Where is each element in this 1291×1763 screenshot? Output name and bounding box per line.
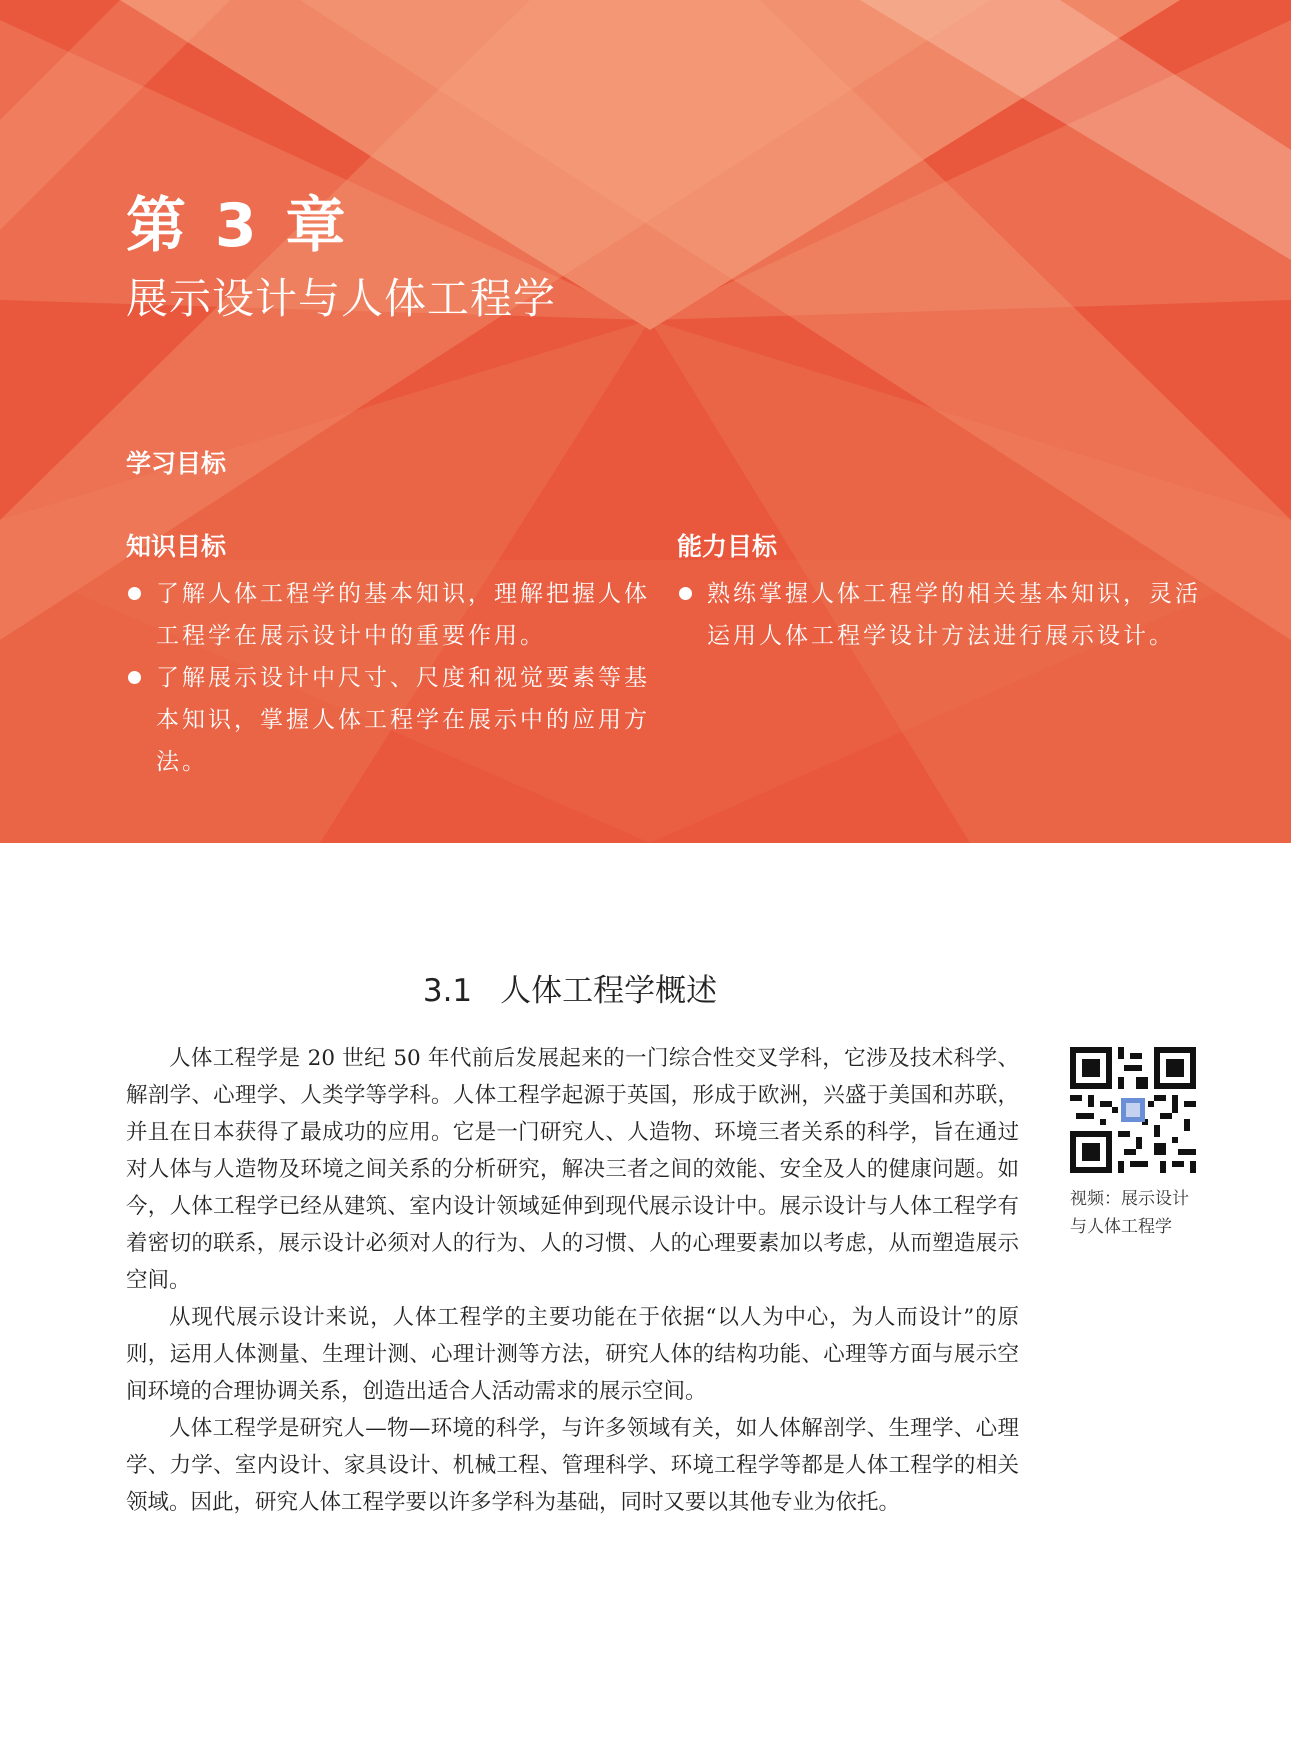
section-body (126, 1040, 1019, 1521)
goal-text: 熟练掌握人体工程学的相关基本知识，灵活运用人体工程学设计方法进行展示设计。 (707, 581, 1201, 649)
section-number: 3.1 (422, 973, 473, 1009)
ability-goals-list (677, 573, 1207, 657)
qr-video-link[interactable] (1070, 1047, 1220, 1241)
bullet-icon (679, 587, 692, 600)
paragraph: 人体工程学是研究人—物—环境的科学，与许多领域有关，如人体解剖学、生理学、心理学、力学、室内设计、家具设计、机械工程、管理科学、环境工程学等都是人体工程学的相关领域。因此，研究人体工程学要以许多学科为基础，同时又要以其他专业为依托。 (126, 1416, 1019, 1515)
qr-caption-line: 视频：展示设计 (1070, 1189, 1189, 1209)
bullet-icon (128, 587, 141, 600)
goal-text: 了解展示设计中尺寸、尺度和视觉要素等基本知识，掌握人体工程学在展示中的应用方法。 (156, 665, 650, 775)
section-heading (0, 965, 1140, 1010)
chapter-banner (0, 0, 1291, 843)
learning-goals-heading: 学习目标 (126, 449, 227, 478)
section-title: 人体工程学概述 (500, 973, 718, 1009)
list-item (677, 573, 1207, 657)
paragraph: 从现代展示设计来说，人体工程学的主要功能在于依据“以人为中心，为人而设计”的原则，运用人体测量、生理计测、心理计测等方法，研究人体的结构功能、心理等方面与展示空间环境的合理协调关系，创造出适合人活动需求的展示空间。 (126, 1305, 1019, 1404)
knowledge-goals-heading: 知识目标 (126, 532, 227, 561)
paragraph: 人体工程学是 20 世纪 50 年代前后发展起来的一门综合性交叉学科，它涉及技术科学、解剖学、心理学、人类学等学科。人体工程学起源于英国，形成于欧洲，兴盛于美国和苏联，并且在日本获得了最成功的应用。它是一门研究人、人造物、环境三者关系的科学，旨在通过对人体与人造物及环境之间关系的分析研究，解决三者之间的效能、安全及人的健康问题。如今，人体工程学已经从建筑、室内设计领域延伸到现代展示设计中。展示设计与人体工程学有着密切的联系，展示设计必须对人的行为、人的习惯、人的心理要素加以考虑，从而塑造展示空间。 (126, 1046, 1019, 1293)
knowledge-goals (126, 527, 656, 783)
goal-text: 了解人体工程学的基本知识，理解把握人体工程学在展示设计中的重要作用。 (156, 581, 650, 649)
qr-code-icon[interactable] (1070, 1047, 1196, 1173)
list-item (126, 573, 656, 657)
chapter-title: 展示设计与人体工程学 (126, 274, 557, 323)
chapter-number: 第 3 章 (126, 191, 350, 261)
qr-caption (1070, 1185, 1220, 1241)
knowledge-goals-list (126, 573, 656, 783)
list-item (126, 657, 656, 783)
ability-goals-heading: 能力目标 (677, 532, 778, 561)
ability-goals (677, 527, 1207, 657)
qr-caption-line: 与人体工程学 (1070, 1217, 1172, 1237)
bullet-icon (128, 671, 141, 684)
